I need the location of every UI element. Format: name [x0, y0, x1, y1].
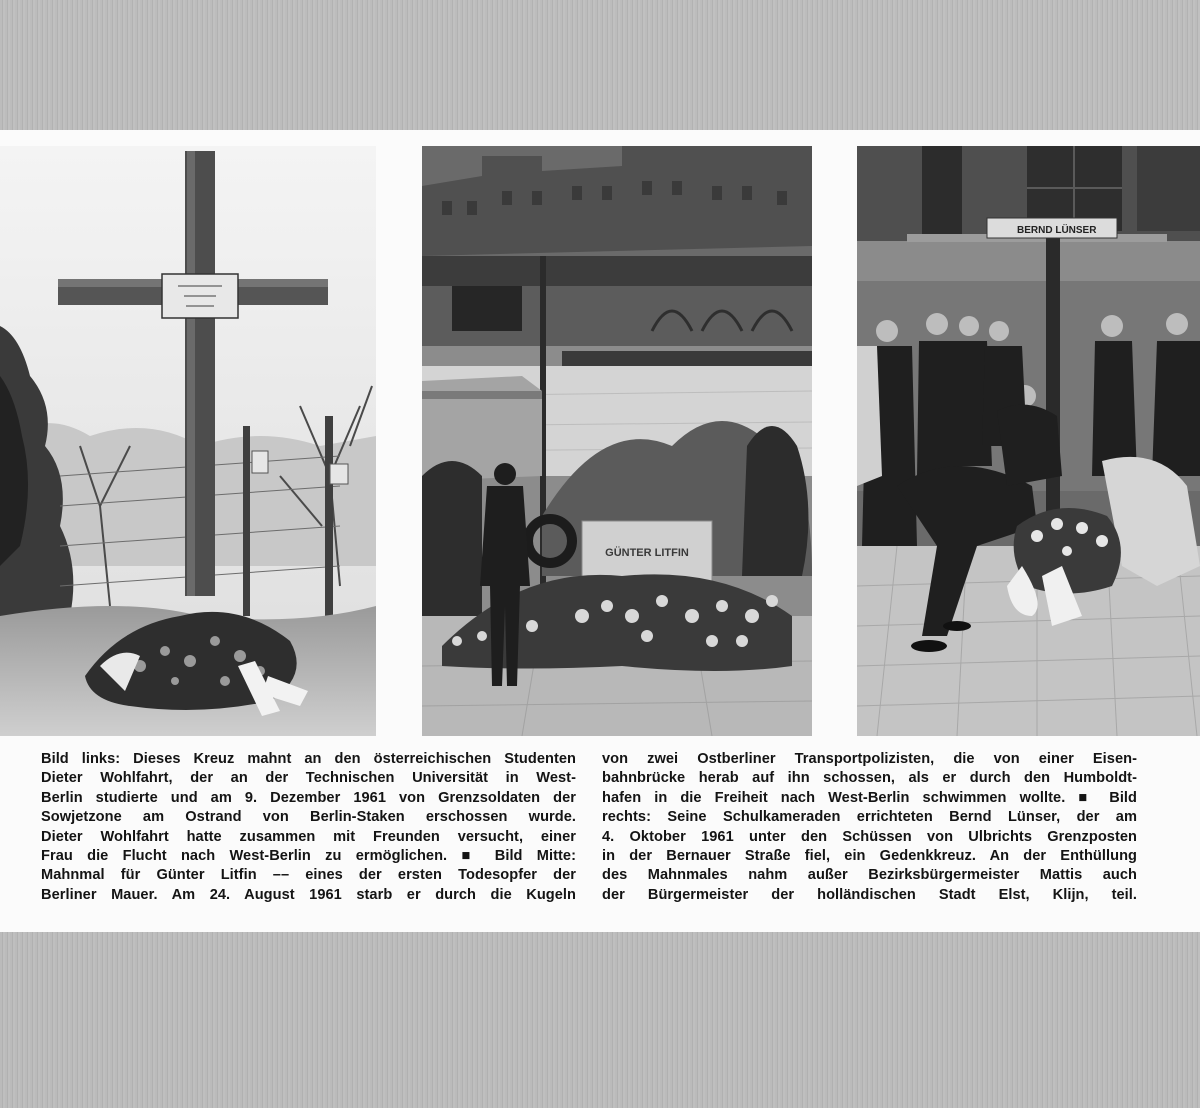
- caption-line: Bild links: Dieses Kreuz mahnt an den österreichischen Studenten: [41, 751, 576, 767]
- photo-memorial-litfin: [422, 146, 812, 736]
- memorial-scene-illustration: [422, 146, 812, 736]
- memorial-plaque-text: GÜNTER LITFIN: [605, 547, 689, 559]
- caption-line: Frau die Flucht nach West-Berlin zu ermöglichen. ■ Bild Mitte:: [41, 848, 576, 865]
- caption-line: hafen in die Freiheit nach West-Berlin schwimmen wollte. ■ Bild: [602, 789, 1137, 806]
- caption-line: Sowjetzone am Ostrand von Berlin-Staken erschossen wurde.: [41, 809, 576, 826]
- top-gray-band: [0, 0, 1200, 130]
- cross-sign-text: BERND LÜNSER: [1017, 225, 1097, 236]
- caption-column-right: [602, 750, 1137, 905]
- caption-line: Mahnmal für Günter Litfin –– eines der ersten Todesopfer der: [41, 867, 576, 884]
- caption-line: rechts: Seine Schulkameraden errichteten Bernd Lünser, der am: [602, 809, 1137, 826]
- caption-line: bahnbrücke herab auf ihn schossen, als er durch den Humboldt-: [602, 770, 1137, 787]
- caption-line: Berlin studierte und am 9. Dezember 1961 von Grenzsoldaten der: [41, 789, 576, 806]
- caption-line: von zwei Ostberliner Transportpolizisten, die von einer Eisen-: [602, 751, 1137, 767]
- caption-line: in der Bernauer Straße fiel, ein Gedenkkreuz. An der Enthüllung: [602, 848, 1137, 865]
- caption-line: Berliner Mauer. Am 24. August 1961 starb er durch die Kugeln: [41, 886, 576, 903]
- caption-line: 4. Oktober 1961 unter den Schüssen von Ulbrichts Grenzposten: [602, 828, 1137, 845]
- photo-cross-wohlfahrt: [0, 146, 376, 736]
- photo-cross-luenser: [857, 146, 1200, 736]
- bottom-gray-band: [0, 932, 1200, 1108]
- caption-line: Dieter Wohlfahrt, der an der Technischen Universität in West-: [41, 770, 576, 787]
- caption-line: der Bürgermeister der holländischen Stadt Elst, Klijn, teil.: [602, 886, 1137, 903]
- caption-column-left: [41, 750, 576, 905]
- page-sheet: [0, 130, 1200, 932]
- caption-line: Dieter Wohlfahrt hatte zusammen mit Freunden versucht, einer: [41, 828, 576, 845]
- cross-scene-illustration: [0, 146, 376, 736]
- caption-line: des Mahnmales nahm außer Bezirksbürgermeister Mattis auch: [602, 867, 1137, 884]
- luenser-scene-illustration: [857, 146, 1200, 736]
